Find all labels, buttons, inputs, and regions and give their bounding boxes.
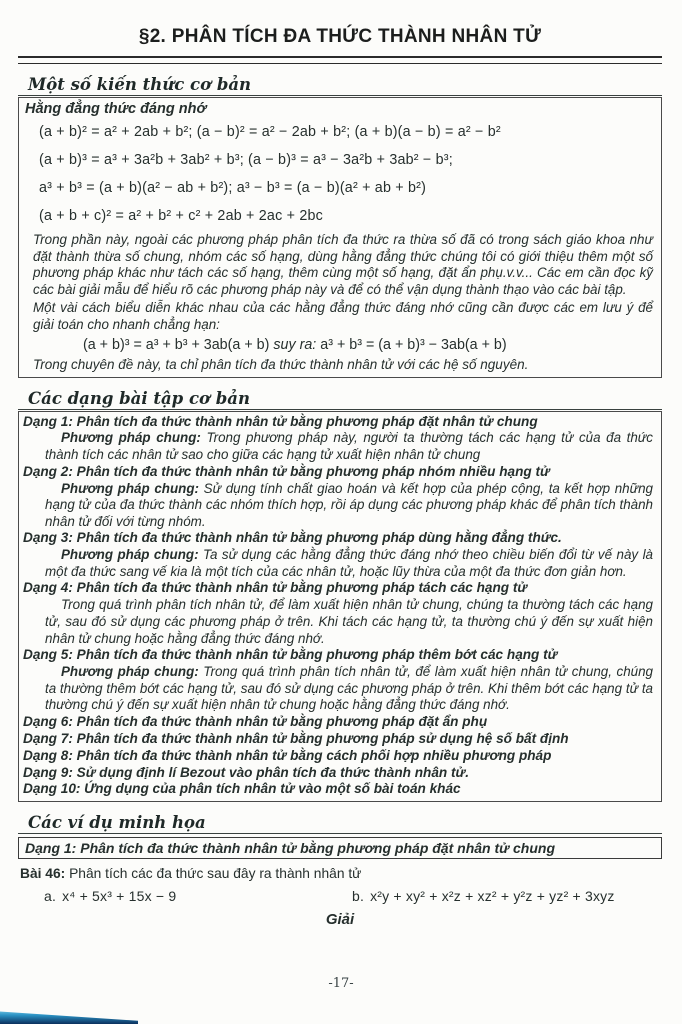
type-method-4 bbox=[45, 597, 653, 647]
type-heading-9: Dạng 9: Sử dụng định lí Bezout vào phân tích đa thức thành nhân tử. bbox=[23, 764, 469, 780]
note-paragraph: Một vài cách biểu diễn khác nhau của các hằng đẳng thức đáng nhớ cũng cần được các em lưu ý để giải toán cho nhanh chẳng hạn: bbox=[33, 300, 653, 332]
problem-label: Bài 46: bbox=[20, 866, 66, 882]
problem-part-b bbox=[352, 888, 662, 904]
solution-heading: Giải bbox=[325, 911, 355, 929]
identity-formula: (a + b)² = a² + 2ab + b²; (a − b)² = a² − 2ab + b²; (a + b)(a − b) = a² − b² bbox=[39, 124, 501, 140]
section-heading-exercise-types: Các dạng bài tập cơ bản bbox=[18, 389, 662, 410]
type-method-2 bbox=[45, 481, 653, 531]
type-heading-6: Dạng 6: Phân tích đa thức thành nhân tử bằng phương pháp đặt ẩn phụ bbox=[23, 713, 488, 729]
derived-connector: suy ra: bbox=[273, 336, 317, 353]
identity-formula: a³ + b³ = (a + b)(a² − ab + b²); a³ − b³ = (a − b)(a² + ab + b²) bbox=[39, 180, 427, 196]
section-heading-knowledge: Một số kiến thức cơ bản bbox=[18, 75, 662, 96]
type-heading-4: Dạng 4: Phân tích đa thức thành nhân tử bằng phương pháp tách các hạng tử bbox=[23, 580, 528, 596]
type-heading-1: Dạng 1: Phân tích đa thức thành nhân tử bằng phương pháp đặt nhân tử chung bbox=[23, 413, 538, 429]
method-text: Trong quá trình phân tích nhân tử, để làm xuất hiện nhân tử chung, chúng ta thường tách các hạng tử, sau đó sử dụng các phương pháp ở trên. Khi tách các hạng tử, ta thường chú ý đến sự xuất hiện nhân tử chung hoặc hằng đẳng thức đáng nhớ. bbox=[45, 597, 653, 646]
type-heading-8: Dạng 8: Phân tích đa thức thành nhân tử bằng cách phối hợp nhiều phương pháp bbox=[23, 747, 552, 763]
type-heading-10: Dạng 10: Ứng dụng của phân tích nhân tử vào một số bài toán khác bbox=[23, 781, 461, 797]
type-method-1 bbox=[45, 430, 653, 463]
type-method-3 bbox=[45, 547, 653, 580]
exercise-types-box bbox=[18, 411, 662, 803]
derived-identity-line bbox=[83, 337, 653, 353]
method-text: Trong phương pháp này, người ta thường tách các hạng tử của đa thức thành tích các nhân tử sao cho giữa các hạng tử xuất hiện nhân tử chung bbox=[45, 430, 653, 463]
type-heading-2: Dạng 2: Phân tích đa thức thành nhân tử bằng phương pháp nhóm nhiều hạng tử bbox=[23, 463, 550, 479]
title-divider bbox=[18, 63, 662, 64]
method-label: Phương pháp chung: bbox=[61, 547, 199, 563]
method-label: Phương pháp chung: bbox=[61, 664, 199, 680]
type-heading-5: Dạng 5: Phân tích đa thức thành nhân tử bằng phương pháp thêm bớt các hạng tử bbox=[23, 647, 558, 663]
identities-box-title: Hằng đẳng thức đáng nhớ bbox=[25, 101, 207, 117]
method-text: Ta sử dụng các hằng đẳng thức đáng nhớ theo chiều biến đổi từ vế này là một đa thức sang vế kia là một tích của các nhân tử, hoặc lũy thừa của một đa thức đơn giản hơn. bbox=[45, 547, 653, 579]
example-type-boxed-heading: Dạng 1: Phân tích đa thức thành nhân tử bằng phương pháp đặt nhân tử chung bbox=[18, 837, 662, 859]
problem-statement bbox=[20, 866, 662, 881]
scope-note: Trong chuyên đề này, ta chỉ phân tích đa thức thành nhân tử với các hệ số nguyên. bbox=[33, 356, 529, 372]
knowledge-box bbox=[18, 97, 662, 378]
type-heading-7: Dạng 7: Phân tích đa thức thành nhân tử bằng phương pháp sử dụng hệ số bất định bbox=[23, 730, 569, 746]
page-title: §2. PHÂN TÍCH ĐA THỨC THÀNH NHÂN TỬ bbox=[18, 26, 662, 58]
type-method-5 bbox=[45, 664, 653, 714]
part-a-expression: x⁴ + 5x³ + 15x − 9 bbox=[62, 888, 177, 905]
identity-formula: (a + b)³ = a³ + 3a²b + 3ab² + b³; (a − b)³ = a³ − 3a²b + 3ab² − b³; bbox=[39, 152, 453, 168]
type-heading-3: Dạng 3: Phân tích đa thức thành nhân tử bằng phương pháp dùng hằng đẳng thức. bbox=[23, 530, 562, 546]
derived-identity-right: a³ + b³ = (a + b)³ − 3ab(a + b) bbox=[320, 336, 507, 353]
scan-corner-artifact bbox=[0, 1008, 138, 1024]
method-label: Phương pháp chung: bbox=[61, 480, 199, 496]
identity-formula: (a + b + c)² = a² + b² + c² + 2ab + 2ac + 2bc bbox=[39, 208, 323, 224]
problem-text: Phân tích các đa thức sau đây ra thành nhân tử bbox=[69, 866, 362, 882]
derived-identity-left: (a + b)³ = a³ + b³ + 3ab(a + b) bbox=[83, 336, 270, 353]
method-text: Trong quá trình phân tích nhân tử, để làm xuất hiện nhân tử chung, chúng ta thường thêm bớt các hạng tử, sau đó sử dụng các phương pháp ở trên. Khi thêm bớt các hạng tử ta thường chú ý đến sự xuất hiện nhân tử chung hoặc hằng đẳng thức đáng nhớ. bbox=[45, 664, 653, 713]
method-label: Phương pháp chung: bbox=[61, 430, 201, 446]
intro-paragraph: Trong phần này, ngoài các phương pháp phân tích đa thức ra thừa số đã có trong sách giáo khoa như đặt thành thừa số chung, nhóm các số hạng, dùng hằng đẳng thức chúng tôi có giới thiệu thêm một số phương pháp khác như tách các số hạng, thêm cùng một số hạng, đặt ẩn phụ.v.v... Các em cần đọc kỹ các bài giải mẫu để hiểu rõ các phương pháp này và để có thể vận dụng thành thạo vào các bài tập. bbox=[33, 232, 653, 297]
problem-part-a bbox=[44, 888, 352, 904]
section-heading-examples: Các ví dụ minh họa bbox=[18, 813, 662, 834]
part-b-label: b. bbox=[352, 888, 365, 905]
part-a-label: a. bbox=[44, 888, 57, 905]
page-number: -17- bbox=[328, 976, 354, 991]
problem-parts bbox=[18, 888, 662, 904]
method-text: Sử dụng tính chất giao hoán và kết hợp của phép cộng, ta kết hợp những hạng tử của đa thức thành các nhóm thích hợp, rồi áp dụng các phương pháp khác để phân tích thành nhân tử đối với từng nhóm. bbox=[45, 480, 653, 529]
part-b-expression: x²y + xy² + x²z + xz² + y²z + yz² + 3xyz bbox=[370, 888, 615, 905]
